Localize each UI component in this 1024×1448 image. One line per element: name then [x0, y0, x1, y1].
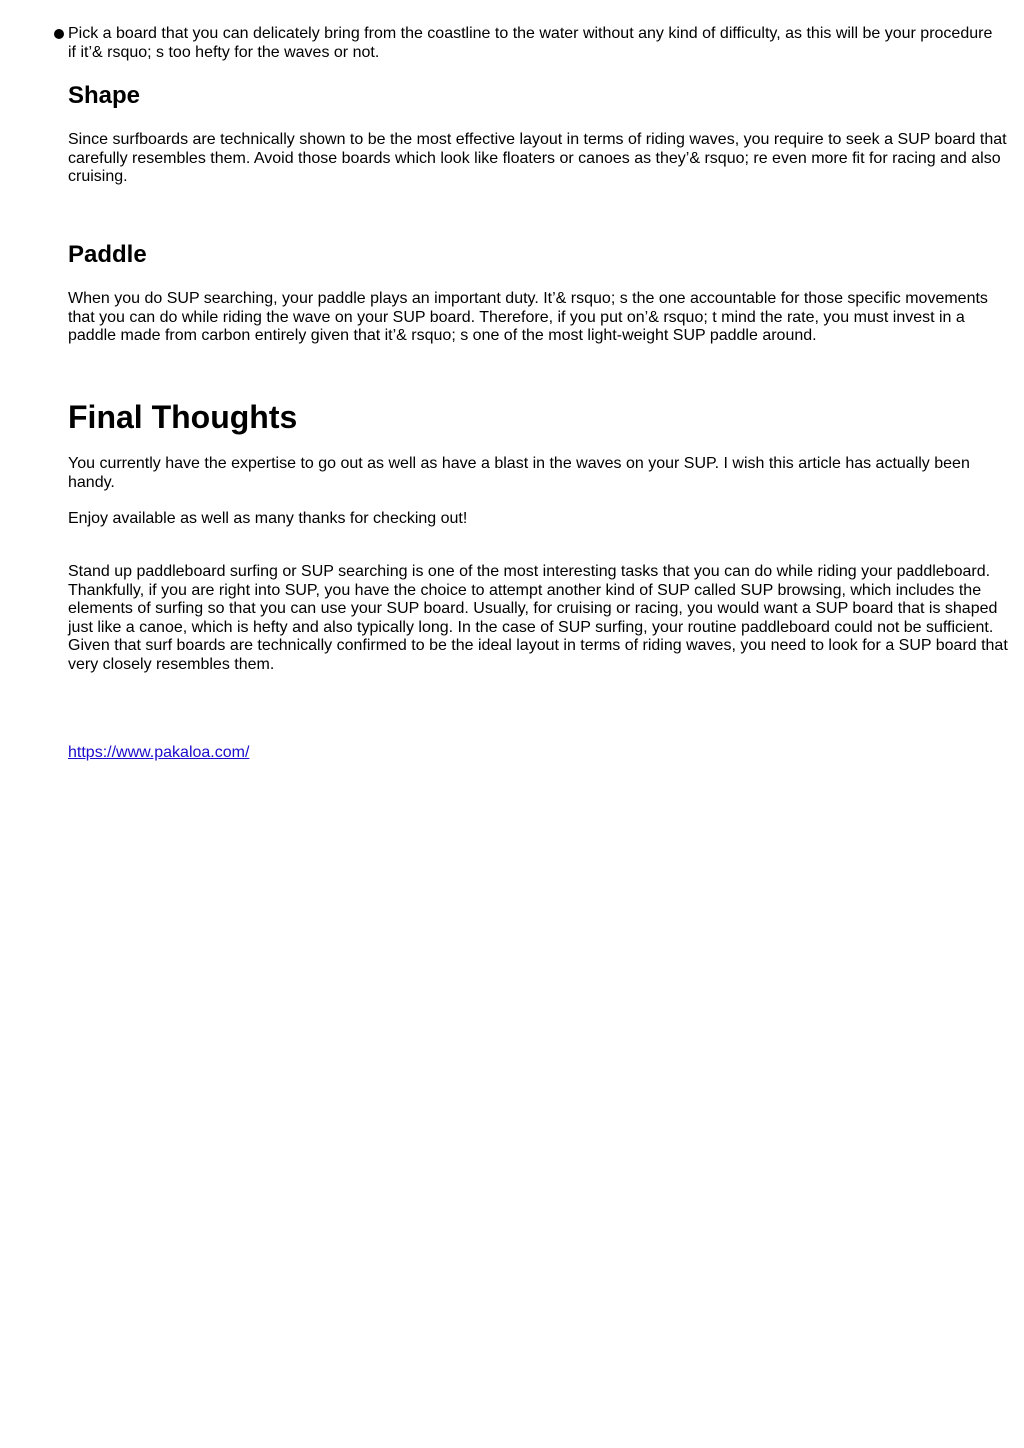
shape-heading: Shape: [68, 82, 141, 109]
final-thoughts-paragraph-2: Enjoy available as well as many thanks for checking out!: [68, 510, 468, 527]
final-thoughts-paragraph-1: You currently have the expertise to go out as well as have a blast in the waves on your SUP. I wish this article has actually been handy.: [68, 455, 970, 491]
pakaloa-link[interactable]: https://www.pakaloa.com/: [68, 744, 250, 761]
paddle-heading: Paddle: [68, 241, 147, 268]
paddle-paragraph: When you do SUP searching, your paddle plays an important duty. It’& rsquo; s the one accountable for those specific movements that you can do while riding the wave on your SUP board. Therefore, if you put on’& rsquo; t mind the rate, you must invest in a paddle made from carbon entirely given that it’& rsquo; s one of the most light-weight SUP paddle around.: [68, 290, 988, 344]
final-thoughts-paragraph-3: Stand up paddleboard surfing or SUP searching is one of the most interesting tasks that you can do while riding your paddleboard. Thankfully, if you are right into SUP, you have the choice to attempt another kind of SUP called SUP browsing, which includes the elements of surfing so that you can use your SUP board. Usually, for cruising or racing, you would want a SUP board that is shaped just like a canoe, which is hefty and also typically long. In the case of SUP surfing, your routine paddleboard could not be sufficient. Given that surf boards are technically confirmed to be the ideal layout in terms of riding waves, you need to look for a SUP board that very closely resembles them.: [68, 563, 1008, 673]
shape-paragraph: Since surfboards are technically shown to be the most effective layout in terms of riding waves, you require to seek a SUP board that carefully resembles them. Avoid those boards which look like floaters or canoes as they’& rsquo; re even more fit for racing and also cruising.: [68, 131, 1007, 185]
final-thoughts-heading: Final Thoughts: [68, 399, 298, 435]
bullet-dot-icon: [54, 29, 64, 39]
bullet-list-item: Pick a board that you can delicately bring from the coastline to the water without any kind of difficulty, as this will be your procedure if it’& rsquo; s too hefty for the waves or not.: [68, 25, 993, 61]
